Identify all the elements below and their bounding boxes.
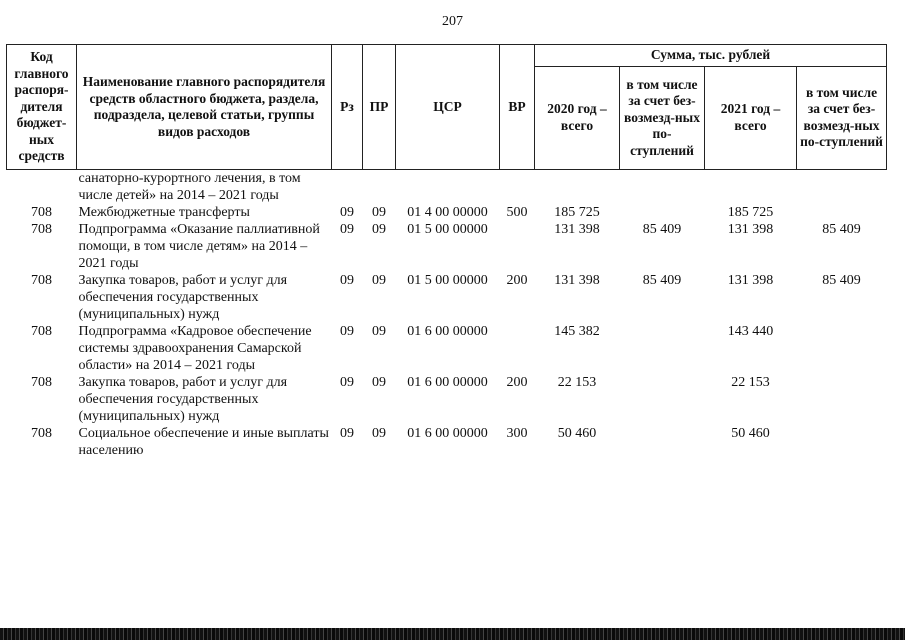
table-row	[7, 323, 887, 374]
cell-2021-total: 143 440	[727, 324, 774, 339]
cell-2021-total: 50 460	[731, 426, 770, 441]
cell-2020-total: 50 460	[557, 426, 597, 441]
cell-2021-incl	[797, 170, 887, 205]
cell-code: 708	[31, 273, 52, 288]
table-row	[7, 272, 887, 323]
cell-name: Подпрограмма «Оказание паллиативной помощи, в том числе детям» на 2014 – 2021 годы	[78, 222, 320, 271]
cell-2020-incl	[620, 170, 705, 205]
cell-2020-incl	[620, 204, 705, 221]
header-rz: Рз	[332, 45, 363, 170]
cell-name: Подпрограмма «Кадровое обеспечение системы здравоохранения Самарской области» на 2014 – 2021 годы	[78, 324, 312, 373]
header-code: Код главного распоря-дителя бюджет-ных средств	[7, 45, 77, 170]
table-row	[7, 204, 887, 221]
cell-pr: 09	[372, 222, 386, 237]
budget-table	[6, 44, 887, 459]
cell-2021-incl	[797, 425, 887, 459]
cell-csr: 01 4 00 00000	[407, 205, 488, 220]
header-2021-total: 2021 год – всего	[705, 66, 797, 170]
cell-vr: 300	[506, 426, 528, 441]
cell-2021-total: 22 153	[731, 375, 770, 390]
cell-pr: 09	[372, 273, 386, 288]
cell-2020-incl	[620, 425, 705, 459]
cell-rz: 09	[340, 273, 354, 288]
table-row	[7, 221, 887, 272]
cell-code: 708	[31, 375, 52, 390]
table-body	[7, 170, 887, 460]
cell-2021-incl: 85 409	[822, 222, 861, 237]
cell-csr	[396, 170, 500, 205]
cell-name: Закупка товаров, работ и услуг для обеспечения государственных (муниципальных) нужд	[78, 375, 288, 424]
cell-rz: 09	[340, 324, 354, 339]
cell-2020-total	[535, 170, 620, 205]
cell-2021-incl: 85 409	[822, 273, 861, 288]
cell-2021-incl	[797, 374, 887, 425]
cell-pr	[363, 170, 396, 205]
table-header	[7, 45, 887, 170]
header-sum-group: Сумма, тыс. рублей	[535, 45, 887, 67]
cell-vr: 200	[506, 375, 528, 390]
cell-code: 708	[31, 426, 52, 441]
cell-vr	[500, 170, 535, 205]
cell-vr: 200	[506, 273, 528, 288]
cell-2020-total: 22 153	[557, 375, 597, 390]
header-row-1	[7, 45, 887, 67]
cell-rz	[332, 170, 363, 205]
cell-2021-incl	[797, 323, 887, 374]
cell-name: Социальное обеспечение и иные выплаты населению	[78, 426, 329, 458]
cell-code: 708	[31, 324, 52, 339]
cell-2020-total: 131 398	[554, 222, 600, 237]
table-row	[7, 170, 887, 205]
cell-rz: 09	[340, 205, 354, 220]
cell-vr	[500, 323, 535, 374]
table-row	[7, 374, 887, 425]
cell-2020-total: 185 725	[554, 205, 600, 220]
cell-rz: 09	[340, 222, 354, 237]
page-number: 207	[442, 14, 463, 29]
cell-2020-incl: 85 409	[642, 273, 682, 288]
scan-edge-bar	[0, 628, 905, 640]
cell-code: 708	[31, 205, 52, 220]
header-csr: ЦСР	[396, 45, 500, 170]
cell-pr: 09	[372, 426, 386, 441]
cell-2021-total: 131 398	[727, 222, 774, 237]
cell-vr	[500, 221, 535, 272]
cell-2021-total: 131 398	[727, 273, 774, 288]
header-2020-incl: в том числе за счет без-возмезд-ных по-ступлений	[620, 66, 705, 170]
cell-pr: 09	[372, 324, 386, 339]
cell-csr: 01 6 00 00000	[407, 426, 488, 441]
cell-csr: 01 6 00 00000	[407, 375, 488, 390]
table-row	[7, 425, 887, 459]
cell-csr: 01 6 00 00000	[407, 324, 488, 339]
cell-2021-incl	[797, 204, 887, 221]
cell-name: Закупка товаров, работ и услуг для обеспечения государственных (муниципальных) нужд	[78, 273, 288, 322]
cell-csr: 01 5 00 00000	[407, 273, 488, 288]
cell-2020-total: 131 398	[554, 273, 600, 288]
header-2021-incl: в том числе за счет без-возмезд-ных по-ступлений	[797, 66, 887, 170]
cell-code: 708	[31, 222, 52, 237]
cell-2020-incl: 85 409	[642, 222, 682, 237]
cell-pr: 09	[372, 205, 386, 220]
cell-pr: 09	[372, 375, 386, 390]
cell-2020-total: 145 382	[554, 324, 600, 339]
cell-name: Межбюджетные трансферты	[78, 205, 250, 220]
cell-vr: 500	[506, 205, 528, 220]
header-2020-total: 2020 год – всего	[535, 66, 620, 170]
cell-rz: 09	[340, 426, 354, 441]
header-name: Наименование главного распорядителя средств областного бюджета, раздела, подраздела, целевой статьи, группы видов расходов	[77, 45, 332, 170]
cell-rz: 09	[340, 375, 354, 390]
header-pr: ПР	[363, 45, 396, 170]
cell-name: санаторно-курортного лечения, в том числе детей» на 2014 – 2021 годы	[78, 171, 301, 203]
header-vr: ВР	[500, 45, 535, 170]
cell-2020-incl	[620, 323, 705, 374]
cell-2021-total	[705, 170, 797, 205]
cell-2021-total: 185 725	[727, 205, 774, 220]
cell-csr: 01 5 00 00000	[407, 222, 488, 237]
cell-code	[7, 170, 77, 205]
cell-2020-incl	[620, 374, 705, 425]
